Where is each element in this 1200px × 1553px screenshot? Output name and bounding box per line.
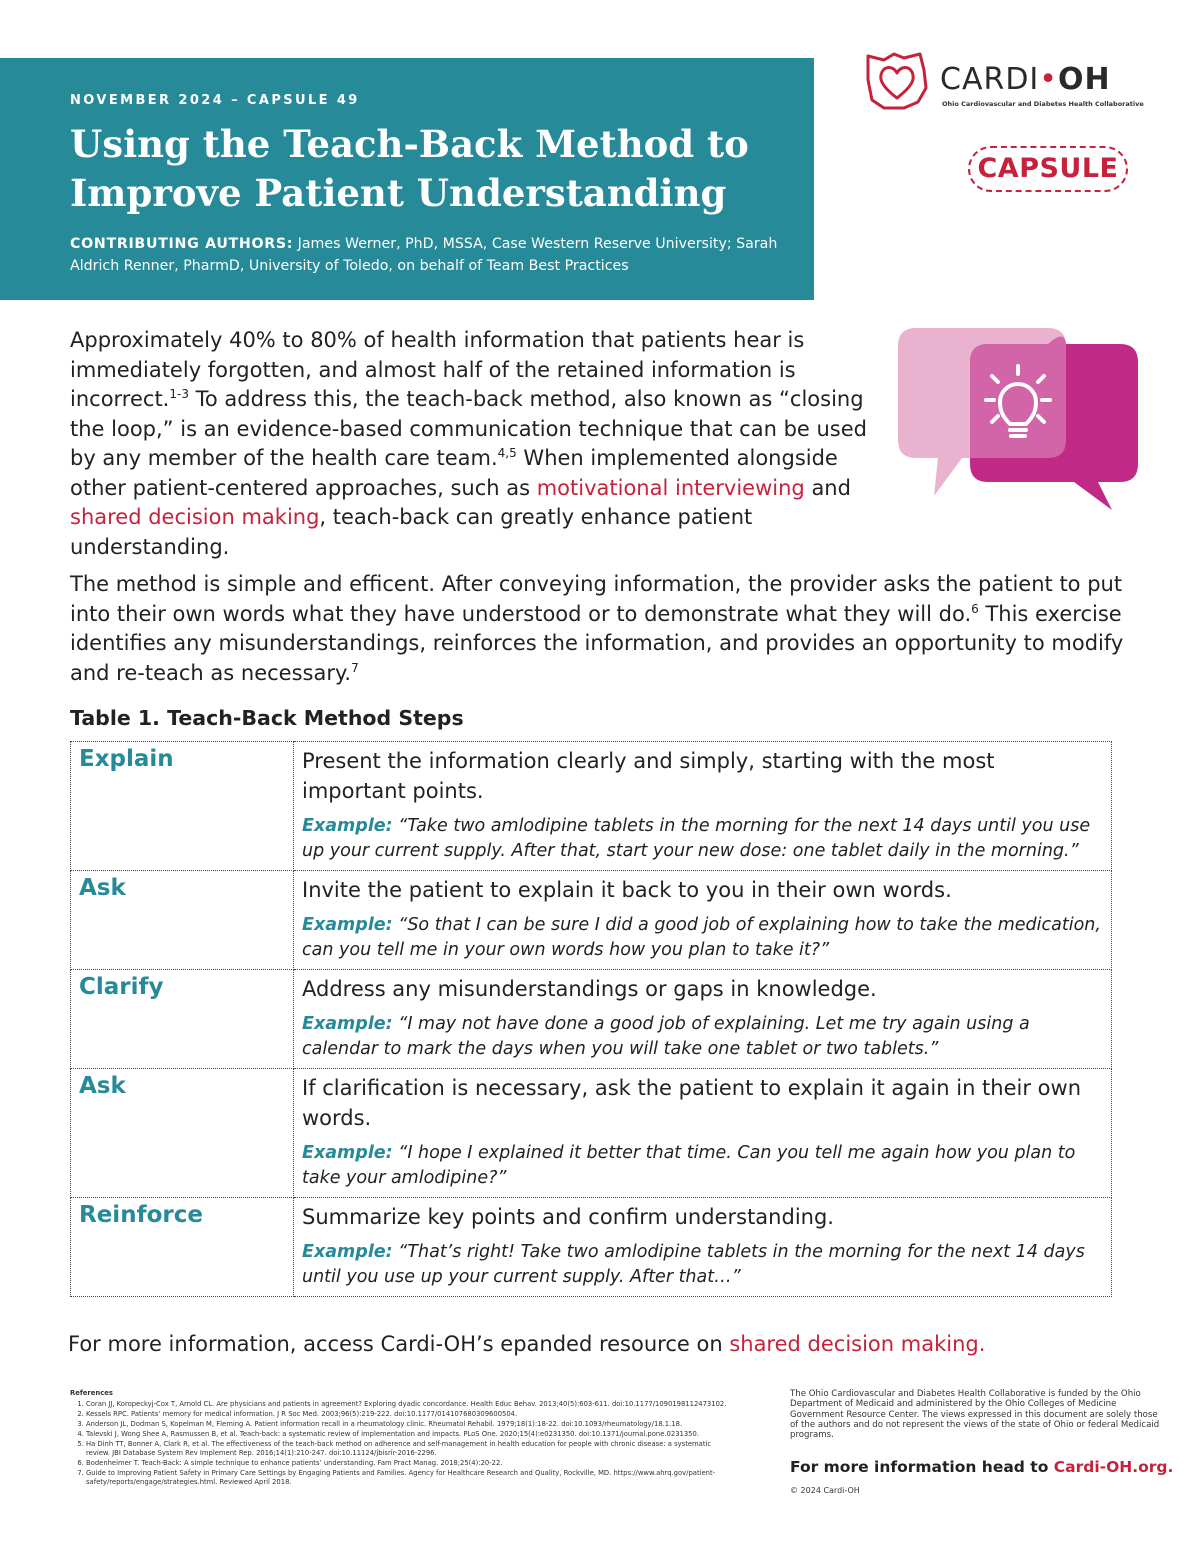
cardi-oh-logo[interactable]	[864, 50, 1144, 120]
example-label: Example:	[302, 816, 393, 836]
intro-text: To address this, the teach-back method, also known as “closing the loop,” is an evidence-based communication technique that can be used by any member of the health care team.	[70, 387, 867, 470]
step-name: Ask	[71, 871, 294, 970]
example-text: “That’s right! Take two amlodipine tablets in the morning for the next 14 days until you use up your current supply. After that…”	[302, 1242, 1085, 1287]
table-caption: Table 1. Teach-Back Method Steps	[70, 706, 464, 730]
step-description: Invite the patient to explain it back to you in their own words.	[302, 878, 952, 902]
step-name: Explain	[71, 742, 294, 871]
intro-text: , teach-back can greatly enhance patient understanding.	[70, 505, 753, 559]
more-info-text: For more information, access Cardi-OH’s epanded resource on	[68, 1332, 730, 1356]
copyright: © 2024 Cardi-OH	[790, 1486, 860, 1495]
step-description-cell	[294, 1069, 1112, 1198]
cardi-oh-website-link[interactable]: Cardi-OH.org.	[1053, 1458, 1174, 1476]
footer-more-text: For more information head to	[790, 1458, 1054, 1476]
teach-back-steps-table	[70, 741, 1112, 1297]
more-info-line	[68, 1332, 985, 1356]
shared-decision-making-link[interactable]: shared decision making	[70, 505, 320, 529]
step-description-cell	[294, 871, 1112, 970]
funding-statement: The Ohio Cardiovascular and Diabetes Health Collaborative is funded by the Ohio Department of Medicaid and administered by the Ohio Colleges of Medicine Government Resource Center. The views expressed in this document are solely those of the authors and do not represent the views of the state of Ohio or federal Medicaid programs.	[790, 1389, 1160, 1441]
method-text: This exercise identifies any misunderstandings, reinforces the information, and provides an opportunity to modify and re-teach as necessary.	[70, 601, 1124, 685]
footer-more-info	[790, 1458, 1173, 1476]
citation: 6	[971, 601, 979, 616]
references-heading: References	[70, 1389, 113, 1397]
table-row	[71, 742, 1112, 871]
method-text: The method is simple and efficent. After conveying information, the provider asks the patient to put into their own words what they have understood or to demonstrate what they will do.	[70, 572, 1123, 626]
authors-text: James Werner, PhD, MSSA, Case Western Reserve University; Sarah Aldrich Renner, PharmD, University of Toledo, on behalf of Team Best Practices	[70, 236, 778, 274]
step-example	[302, 1012, 1103, 1062]
page-title: Using the Teach-Back Method to Improve Patient Understanding	[70, 122, 749, 215]
intro-text: Approximately 40% to 80% of health information that patients hear is immediately forgotten, and almost half of the retained information is incorrect.	[70, 328, 805, 411]
logo-oh: OH	[1057, 62, 1111, 97]
shared-decision-making-resource-link[interactable]: shared decision making.	[729, 1332, 986, 1356]
reference-item: 1. Coran JJ, Koropeckyj-Cox T, Arnold CL. Are physicians and patients in agreement? Exploring dyadic concordance. Health Educ Behav. 2013;40(5):603-611. doi:10.1177/1090198112473102.	[86, 1400, 735, 1409]
example-label: Example:	[302, 1242, 393, 1262]
step-example	[302, 814, 1103, 864]
logo-subtitle: Ohio Cardiovascular and Diabetes Health Collaborative	[942, 100, 1144, 108]
step-example	[302, 1240, 1103, 1290]
table-row	[71, 871, 1112, 970]
references-section	[70, 1389, 735, 1488]
example-label: Example:	[302, 1143, 393, 1163]
contributing-authors	[70, 233, 810, 277]
example-text: “Take two amlodipine tablets in the morning for the next 14 days until you use up your current supply. After that, start your new dose: one tablet daily in the morning.”	[302, 816, 1091, 861]
intro-text: and	[804, 475, 851, 500]
step-description: Address any misunderstandings or gaps in knowledge.	[302, 977, 877, 1001]
table-row	[71, 970, 1112, 1069]
step-description-cell	[294, 1198, 1112, 1297]
step-description-cell	[294, 742, 1112, 871]
speech-bubbles-lightbulb-icon	[898, 328, 1140, 514]
step-name: Ask	[71, 1069, 294, 1198]
table-row	[71, 1198, 1112, 1297]
step-description-cell	[294, 970, 1112, 1069]
authors-label: CONTRIBUTING AUTHORS:	[70, 236, 294, 252]
citation: 4,5	[497, 446, 517, 460]
example-label: Example:	[302, 1014, 393, 1034]
ohio-heart-icon	[864, 50, 932, 112]
step-name: Reinforce	[71, 1198, 294, 1297]
example-text: “I may not have done a good job of explaining. Let me try again using a calendar to mark the days when you will take one tablet or two tablets.”	[302, 1014, 1030, 1059]
capsule-badge: CAPSULE	[968, 146, 1128, 192]
step-description: Summarize key points and confirm understanding.	[302, 1205, 834, 1229]
intro-paragraph	[70, 326, 890, 562]
motivational-interviewing-link[interactable]: motivational interviewing	[536, 475, 805, 500]
step-name: Clarify	[71, 970, 294, 1069]
issue-kicker: NOVEMBER 2024 – CAPSULE 49	[70, 93, 360, 108]
step-description: If clarification is necessary, ask the patient to explain it again in their own words.	[302, 1076, 1081, 1130]
references-list	[70, 1400, 735, 1487]
reference-item: 2. Kessels RPC. Patients’ memory for medical information. J R Soc Med. 2003;96(5):219-222. doi:10.1177/014107680309600504.	[86, 1410, 735, 1419]
example-label: Example:	[302, 915, 393, 935]
step-description: Present the information clearly and simply, starting with the most important points.	[302, 749, 995, 803]
example-text: “I hope I explained it better that time. Can you tell me again how you plan to take your amlodipine?”	[302, 1143, 1076, 1188]
step-example	[302, 1141, 1103, 1191]
method-paragraph	[70, 570, 1140, 688]
intro-text: When implemented alongside other patient-centered approaches, such as	[70, 446, 838, 500]
citation: 1-3	[169, 387, 189, 401]
reference-item: 5. Ha Dinh TT, Bonner A, Clark R, et al. The effectiveness of the teach-back method on adherence and self-management in health education for people with chronic disease: a systematic review. JBI Database System Rev Implement Rep. 2016;14(1):210-247. doi:10.11124/jbisrir-2016-2296.	[86, 1440, 735, 1458]
example-text: “So that I can be sure I did a good job of explaining how to take the medication, can you tell me in your own words how you plan to take it?”	[302, 915, 1101, 960]
reference-item: 3. Anderson JL, Dodman S, Kopelman M, Fleming A. Patient information recall in a rheumatology clinic. Rheumatol Rehabil. 1979;18(1):18-22. doi:10.1093/rheumatology/18.1.18.	[86, 1420, 735, 1429]
citation: 7	[351, 660, 359, 675]
logo-name: CARDI	[940, 62, 1040, 97]
reference-item: 6. Bodenheimer T. Teach-Back: A simple technique to enhance patients’ understanding. Fam Pract Manag. 2018;25(4):20-22.	[86, 1459, 735, 1468]
header-banner	[0, 58, 814, 300]
reference-item: 4. Talevski J, Wong Shee A, Rasmussen B, et al. Teach-back: a systematic review of implementation and impacts. PLoS One. 2020;15(4):e0231350. doi:10.1371/journal.pone.0231350.	[86, 1430, 735, 1439]
table-row	[71, 1069, 1112, 1198]
logo-wordmark	[940, 62, 1111, 97]
reference-item: 7. Guide to Improving Patient Safety in Primary Care Settings by Engaging Patients and Families. Agency for Healthcare Research and Quality, Rockville, MD. https://www.ahrq.gov/patient-safety/reports/engage/strategies.html. Reviewed April 2018.	[86, 1469, 735, 1487]
logo-dot: •	[1039, 62, 1058, 97]
step-example	[302, 913, 1103, 963]
